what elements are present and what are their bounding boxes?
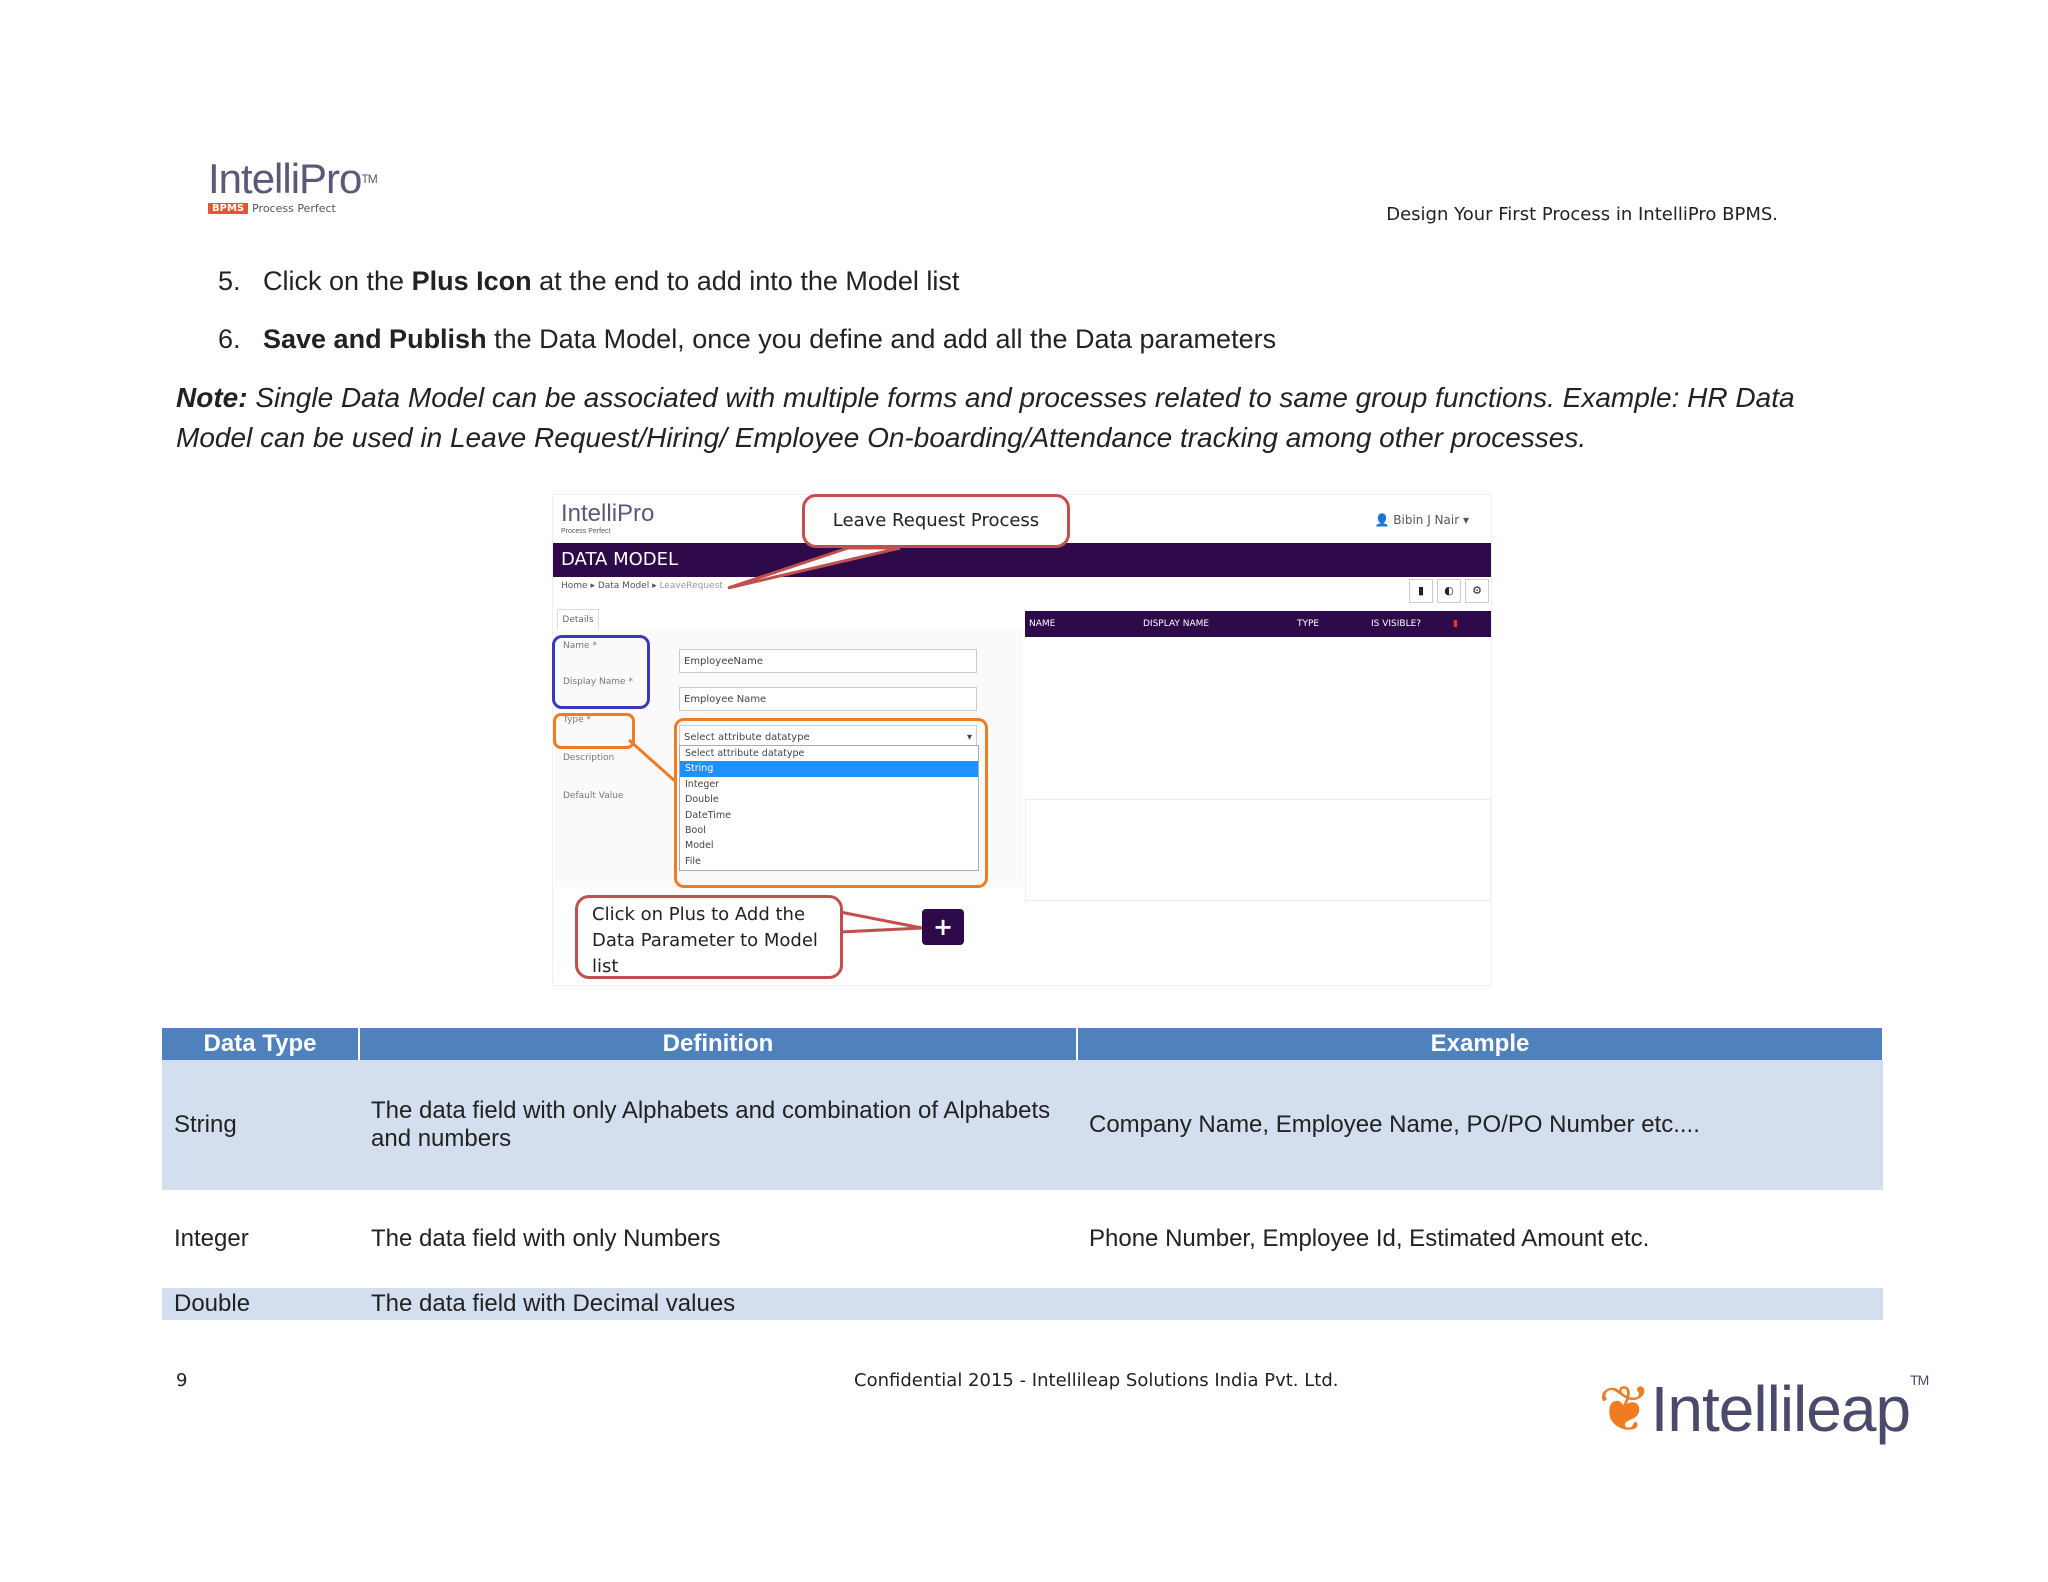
crumb-current: LeaveRequest <box>659 581 723 591</box>
user-name: Bibin J Nair <box>1393 513 1460 527</box>
dropdown-option[interactable]: Double <box>685 794 719 806</box>
cell-definition: The data field with only Alphabets and combination of Alphabets and numbers <box>359 1060 1077 1190</box>
logo-badge: BPMS <box>208 203 248 214</box>
default-value-label: Default Value <box>563 791 624 801</box>
dropdown-option[interactable]: Bool <box>685 824 706 836</box>
tab-details[interactable]: Details <box>557 609 599 630</box>
step-text-post: the Data Model, once you define and add all the Data parameters <box>486 324 1277 354</box>
page-number: 9 <box>176 1370 188 1391</box>
name-field[interactable]: EmployeeName <box>679 649 977 673</box>
table-row <box>162 1288 1883 1320</box>
user-menu[interactable]: 👤 Bibin J Nair ▾ <box>1374 513 1469 527</box>
confidential-note: Confidential 2015 - Intellileap Solutions India Pvt. Ltd. <box>854 1370 1339 1391</box>
cell-type: String <box>162 1060 359 1190</box>
header-data-type: Data Type <box>162 1028 359 1060</box>
document-title: Design Your First Process in IntelliPro BPMS. <box>1386 204 1778 225</box>
table-row <box>162 1190 1883 1288</box>
col-name: NAME <box>1029 619 1056 629</box>
col-type: TYPE <box>1297 619 1320 629</box>
callout-plus: Click on Plus to Add the Data Parameter to Model list <box>575 895 843 979</box>
app-logo-wordmark: IntelliPro <box>561 500 655 527</box>
cell-type: Double <box>162 1288 359 1320</box>
cell-type: Integer <box>174 1225 249 1252</box>
dropdown-option[interactable]: File <box>685 855 701 867</box>
callout-pointer-top <box>728 548 900 588</box>
flame-icon: ❦ <box>1598 1373 1651 1445</box>
callout-pointer-bottom <box>840 912 922 932</box>
header-example: Example <box>1077 1028 1883 1060</box>
trash-icon[interactable]: ▮ <box>1453 619 1458 629</box>
crumb-home[interactable]: Home <box>561 581 588 591</box>
display-name-label: Display Name * <box>563 677 633 687</box>
type-label: Type * <box>563 715 592 725</box>
cell-definition: The data field with only Numbers <box>371 1225 721 1252</box>
display-name-field[interactable]: Employee Name <box>679 687 977 711</box>
crumb-data-model[interactable]: Data Model <box>597 581 650 591</box>
breadcrumb: Home ▸ Data Model ▸ LeaveRequest <box>561 581 723 591</box>
header-definition: Definition <box>359 1028 1077 1060</box>
cell-example: Company Name, Employee Name, PO/PO Number etc.... <box>1077 1060 1883 1190</box>
logo-tagline: Process Perfect <box>252 202 336 215</box>
dropdown-option[interactable]: Integer <box>685 778 720 790</box>
caret-down-icon: ▾ <box>966 732 972 743</box>
note-text: Single Data Model can be associated with multiple forms and processes related to same group functions. Example: HR Data Model can be used in Leave Request/Hiring/ Employee On-boarding/Attendance tracking among other processes. <box>176 382 1795 453</box>
plus-button[interactable]: + <box>922 909 964 945</box>
callout-leave-request: Leave Request Process <box>802 494 1070 548</box>
dropdown-option[interactable]: Model <box>685 840 714 852</box>
page-title-bar: DATA MODEL <box>553 543 1491 577</box>
type-select-value: Select attribute datatype <box>684 732 810 743</box>
logo-tm: TM <box>361 172 377 186</box>
logo-wordmark: IntelliPro <box>208 155 362 202</box>
dropdown-option[interactable]: DateTime <box>685 809 731 821</box>
step-number: 5. <box>218 266 241 296</box>
note-label: Note: <box>176 382 248 413</box>
description-label: Description <box>563 753 615 763</box>
step-text-bold: Save and Publish <box>263 324 487 354</box>
footer-logo-tm: TM <box>1910 1372 1929 1388</box>
cell-example <box>1077 1288 1883 1320</box>
col-is-visible: IS VISIBLE? <box>1371 619 1422 629</box>
publish-icon[interactable]: ◐ <box>1437 579 1461 603</box>
dropdown-option-selected[interactable]: String <box>680 761 978 776</box>
step-number: 6. <box>218 324 241 354</box>
step-text-pre: Click on the <box>263 266 412 296</box>
step-text-bold: Plus Icon <box>411 266 532 296</box>
gear-icon[interactable]: ⚙ <box>1465 579 1489 603</box>
col-display-name: DISPLAY NAME <box>1143 619 1210 629</box>
save-icon[interactable]: ▮ <box>1409 579 1433 603</box>
step-text-post: at the end to add into the Model list <box>531 266 960 296</box>
table-row <box>162 1060 1883 1190</box>
connector-type <box>629 740 676 782</box>
data-type-table <box>162 1028 1884 1320</box>
table-header-row <box>162 1028 1883 1060</box>
cell-definition: The data field with Decimal values <box>359 1288 1077 1320</box>
cell-example: Phone Number, Employee Id, Estimated Amount etc. <box>1089 1225 1650 1252</box>
intellileap-logo <box>1598 1372 1928 1447</box>
app-logo-tagline: Process Perfect <box>561 528 611 535</box>
dropdown-option[interactable]: Select attribute datatype <box>685 748 805 759</box>
name-label: Name * <box>563 641 597 651</box>
footer-logo-wordmark: Intellileap <box>1650 1373 1911 1445</box>
